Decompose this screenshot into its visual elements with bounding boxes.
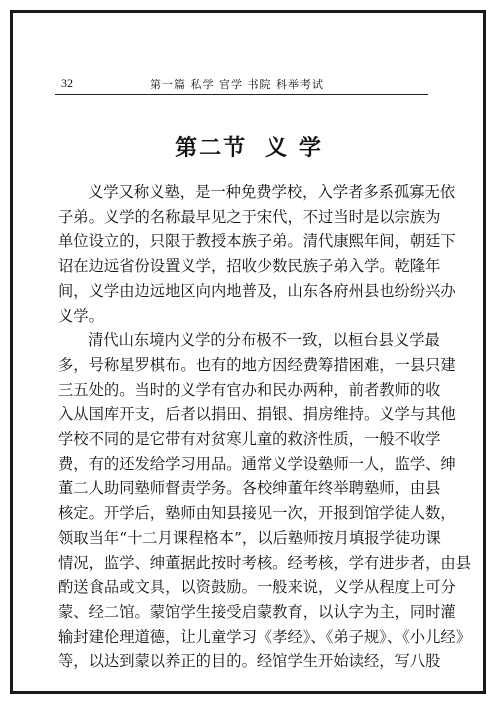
text-line: 义学又称义塾，是一种免费学校，入学者多系孤寡无依 [88,183,456,201]
text-line: 义学。 [58,306,104,325]
text-line: 单位设立的，只限于教授本族子弟。清代康熙年间，朝廷下 [58,232,456,251]
paragraph [58,180,456,328]
text-line: 输封建伦理道德，让儿童学习《孝经》、《弟子规》、《小儿经》 [58,627,472,646]
text-line: 三五处的。当时的义学有官办和民办两种，前者教师的收 [58,380,441,399]
text-line: 董二人助同塾师督责学务。各校绅董年终举聘塾师，由县 [58,479,441,498]
text-line: 子弟。义学的名称最早见之于宋代，不过当时是以宗族为 [58,207,441,226]
running-head [55,72,428,95]
text-line: 等，以达到蒙以养正的目的。经馆学生开始读经，写八股 [58,652,441,671]
page-number: 32 [61,76,73,90]
text-line: 学校不同的是它带有对贫寒儿童的救济性质，一般不收学 [58,430,441,449]
body-text [58,180,472,674]
paragraph [58,328,472,674]
section-label: 第二节 [175,135,248,161]
text-line: 入从国库开支，后者以捐田、捐银、捐房维持。义学与其他 [58,405,456,424]
text-line: 多，号称星罗棋布。也有的地方因经费筹措困难，一县只建 [58,355,456,374]
text-line: 间，义学由边远地区向内地普及，山东各府州县也纷纷兴办 [58,281,456,300]
text-line: 蒙、经二馆。蒙馆学生接受启蒙教育，以认字为主，同时灌 [58,602,456,621]
text-line: 诏在边远省份设置义学，招收少数民族子弟入学。乾隆年 [58,257,441,276]
text-line: 情况，监学、绅董据此按时考核。经考核，学有进步者，由县 [58,553,472,572]
section-heading [0,131,498,162]
text-line: 费，有的还发给学习用品。通常义学设塾师一人，监学、绅 [58,454,456,473]
text-line: 领取当年“十二月课程格本”，以后塾师按月填报学徒功课 [58,528,441,547]
text-line: 酌送食品或文具，以资鼓励。一般来说，义学从程度上可分 [58,578,456,597]
text-line: 清代山东境内义学的分布极不一致，以桓台县义学最 [88,331,440,350]
section-title: 义 学 [265,135,323,161]
text-line: 核定。开学后，塾师由知县接见一次，开报到馆学徒人数， [58,504,456,523]
running-title: 第一篇 私学 官学 书院 科举考试 [150,78,324,91]
